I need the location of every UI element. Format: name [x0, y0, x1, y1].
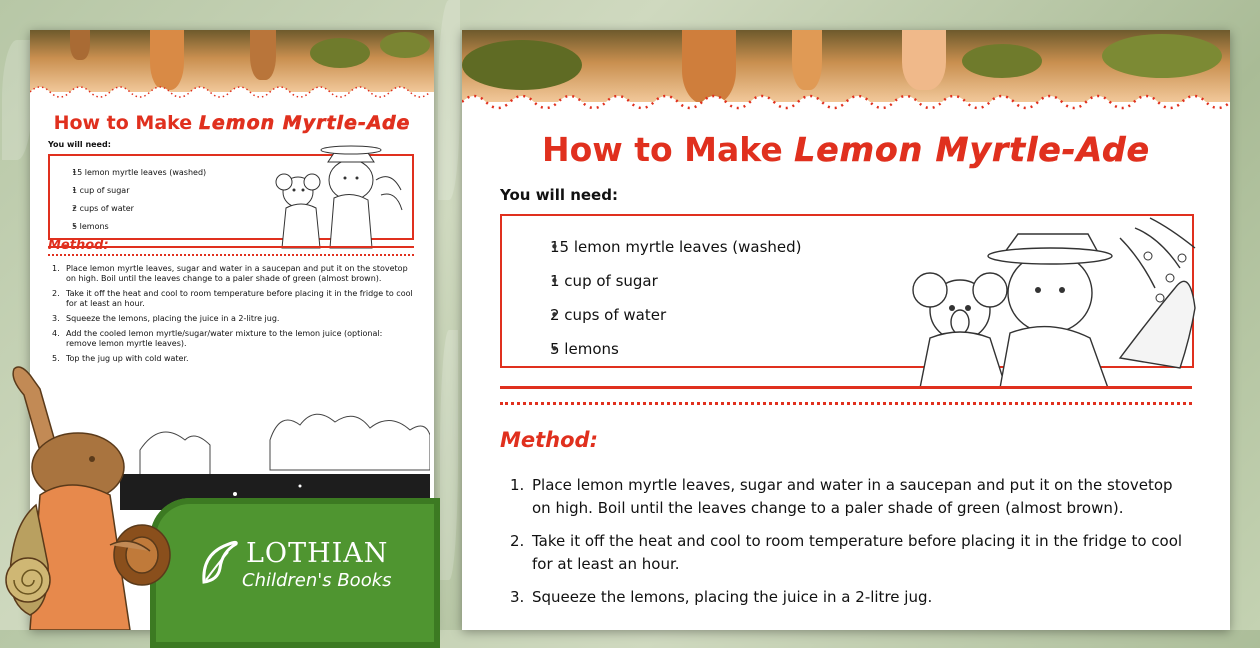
dotted-divider	[500, 402, 1192, 405]
title-highlight: Lemon Myrtle-Ade	[198, 112, 411, 134]
divider-rule	[500, 386, 1192, 389]
method-steps	[52, 264, 414, 369]
method-heading: Method:	[48, 238, 109, 253]
title-highlight: Lemon Myrtle-Ade	[794, 130, 1150, 169]
ingredient-item: • 2 cups of water	[72, 200, 412, 218]
method-step: 2. Take it off the heat and cool to room temperature before placing it in the fridge to cool for at least an hour.	[510, 532, 1183, 573]
needs-heading: You will need:	[48, 140, 111, 149]
method-step: 4. Add the cooled lemon myrtle/sugar/water mixture to the lemon juice (optional: remove lemon myrtle leaves).	[52, 329, 383, 348]
leaf-logo-icon	[198, 538, 242, 588]
koala-wombat-sketch	[256, 120, 406, 250]
wombat-mascot-illustration	[0, 355, 175, 630]
background-leaf	[438, 0, 460, 200]
ingredient-item: • 15 lemon myrtle leaves (washed)	[72, 164, 412, 182]
koala-wombat-sketch	[890, 198, 1200, 388]
worksheet-preview-large	[462, 30, 1230, 630]
needs-heading: You will need:	[500, 186, 618, 204]
ingredient-item: • 2 cups of water	[550, 298, 1192, 332]
publisher-subtitle: Children's Books	[242, 570, 392, 591]
method-step: 1. Place lemon myrtle leaves, sugar and water in a saucepan and put it on the stovetop on high. Boil until the leaves change to a paler shade of green (almost brown).	[510, 476, 1173, 517]
title-prefix: How to Make	[541, 130, 783, 169]
method-step: 3. Squeeze the lemons, placing the juice in a 2-litre jug.	[52, 314, 280, 323]
ingredient-item: • 5 lemons	[72, 218, 412, 236]
background-leaf	[2, 40, 32, 160]
background-leaf	[440, 330, 458, 580]
title-prefix: How to Make	[53, 112, 193, 134]
publisher-logo-badge	[150, 498, 440, 648]
method-step: 3. Squeeze the lemons, placing the juice in a 2-litre jug.	[510, 588, 933, 606]
scallop-border	[462, 90, 1230, 112]
method-step: 2. Take it off the heat and cool to room temperature before placing it in the fridge to cool for at least an hour.	[52, 289, 413, 308]
page-title	[462, 130, 1230, 169]
method-step: 1. Place lemon myrtle leaves, sugar and water in a saucepan and put it on the stovetop on high. Boil until the leaves change to a paler shade of green (almost brown).	[52, 264, 408, 283]
method-steps	[510, 474, 1194, 619]
ingredient-item: • 1 cup of sugar	[550, 264, 1192, 298]
ingredient-item: • 5 lemons	[550, 332, 1192, 366]
method-heading: Method:	[500, 428, 598, 452]
ingredient-item: • 1 cup of sugar	[72, 182, 412, 200]
dotted-divider	[48, 254, 414, 256]
scallop-border	[30, 82, 434, 100]
method-step: 5. Top the jug up with cold water.	[52, 354, 189, 363]
publisher-name: LOTHIAN	[246, 538, 389, 569]
ingredient-item: • 15 lemon myrtle leaves (washed)	[550, 230, 1192, 264]
